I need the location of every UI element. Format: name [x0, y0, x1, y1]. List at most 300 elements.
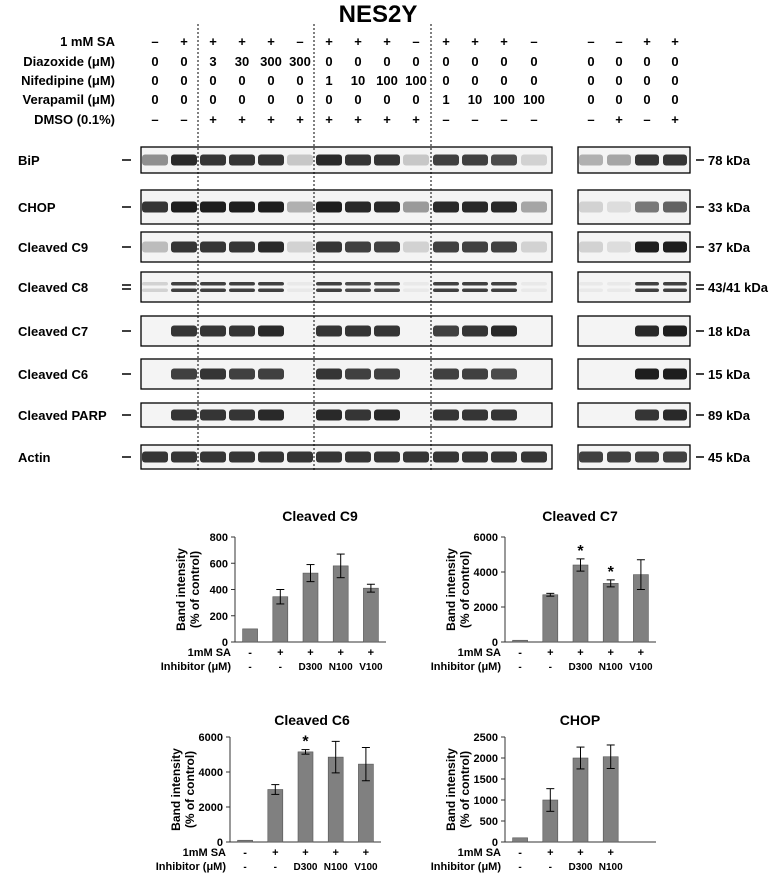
ylabel-line: Band intensity: [169, 748, 183, 831]
blot-marker: 33 kDa: [708, 200, 750, 215]
lane-value: 0: [587, 92, 595, 107]
lane-value: 0: [643, 92, 651, 107]
lane-value: 0: [643, 54, 651, 69]
inhibitor-value: V100: [354, 862, 378, 873]
blot-band: [345, 369, 371, 380]
inhibitor-value: -: [548, 662, 552, 673]
blot-band: [374, 282, 400, 286]
inhibitor-row-label: Inhibitor (μM): [430, 661, 501, 673]
blot-band: [663, 202, 687, 213]
ylabel-line: Band intensity: [444, 548, 458, 631]
y-tick-label: 4000: [198, 767, 223, 779]
blot-band: [491, 242, 517, 253]
bar: [603, 583, 618, 642]
blot-band: [142, 282, 168, 286]
lane-conditions: [151, 34, 679, 127]
y-tick-label: 1000: [473, 795, 498, 807]
lane-value: 0: [471, 73, 479, 88]
blot-band: [433, 282, 459, 286]
blot-band: [663, 410, 687, 421]
lane-value: 1: [325, 73, 333, 88]
inhibitor-value: -: [243, 862, 247, 873]
bar: [268, 790, 283, 843]
lane-value: 1: [442, 92, 450, 107]
lane-value: –: [471, 112, 479, 127]
y-tick-label: 600: [209, 558, 228, 571]
y-tick-label: 1500: [473, 774, 498, 786]
blot-band: [607, 282, 631, 286]
blot-side-panel: [578, 190, 690, 224]
blot-label: Cleaved C8: [18, 280, 89, 295]
lane-value: 0: [442, 54, 450, 69]
lane-value: 0: [383, 54, 391, 69]
blot-band: [521, 289, 547, 293]
western-blots: [18, 24, 769, 470]
blot-band: [316, 289, 342, 293]
blot-band: [521, 155, 547, 166]
blot-band: [635, 242, 659, 253]
inhibitor-value: V100: [629, 662, 653, 673]
lane-value: 0: [471, 54, 479, 69]
blot-band: [663, 242, 687, 253]
ylabel-line: (% of control): [188, 550, 202, 629]
lane-value: 0: [267, 92, 275, 107]
lane-value: +: [209, 112, 217, 127]
inhibitor-value: N100: [598, 662, 623, 673]
lane-value: +: [615, 112, 623, 127]
blot-band: [521, 452, 547, 463]
blot-marker: 18 kDa: [708, 324, 750, 339]
sa-value: -: [518, 847, 522, 859]
bar: [243, 629, 258, 642]
blot-band: [258, 289, 284, 293]
blot-frame: [578, 272, 690, 302]
blot-band: [316, 282, 342, 286]
sa-value: +: [307, 647, 314, 659]
lane-value: +: [500, 34, 508, 49]
blot-band: [316, 410, 342, 421]
blot-band: [579, 289, 603, 293]
blot-band: [171, 289, 197, 293]
blot-band: [229, 326, 255, 337]
blot-band: [462, 242, 488, 253]
blot-band: [287, 242, 313, 253]
lane-value: 10: [350, 73, 366, 88]
lane-value: 0: [238, 73, 246, 88]
figure-title: NES2Y: [338, 1, 418, 28]
lane-value: +: [267, 112, 275, 127]
blot-band: [491, 452, 517, 463]
blot-band: [171, 242, 197, 253]
blot-band: [403, 289, 429, 293]
lane-value: +: [671, 34, 679, 49]
blot-band: [374, 326, 400, 337]
blot-band: [521, 282, 547, 286]
blot-label: Actin: [18, 450, 51, 465]
blot-band: [433, 242, 459, 253]
lane-value: 0: [615, 73, 623, 88]
blot-band: [229, 242, 255, 253]
inhibitor-value: -: [518, 862, 522, 873]
blot-band: [635, 282, 659, 286]
lane-value: 0: [296, 92, 304, 107]
blot-band: [433, 326, 459, 337]
blot-side-panel: [578, 403, 690, 427]
blot-band: [491, 410, 517, 421]
blot-band: [433, 369, 459, 380]
blot-band: [316, 242, 342, 253]
inhibitor-value: -: [518, 662, 522, 673]
blot-marker: 43/41 kDa: [708, 280, 768, 295]
blot-main-panel: [141, 403, 552, 427]
lane-value: 0: [209, 92, 217, 107]
ylabel-line: Band intensity: [174, 548, 188, 631]
blot-band: [491, 282, 517, 286]
lane-value: 0: [671, 54, 679, 69]
lane-value: 0: [325, 92, 333, 107]
lane-value: +: [209, 34, 217, 49]
lane-value: +: [238, 112, 246, 127]
blot-side-panel: [578, 272, 690, 302]
condition-label: Diazoxide (μM): [23, 54, 115, 69]
blot-band: [345, 289, 371, 293]
bar: [303, 573, 318, 642]
blot-band: [142, 155, 168, 166]
ylabel-line: Band intensity: [444, 748, 458, 831]
inhibitor-value: D300: [293, 862, 318, 873]
blot-band: [663, 326, 687, 337]
blot-band: [462, 410, 488, 421]
sa-value: +: [337, 647, 344, 659]
lane-value: +: [325, 34, 333, 49]
blot-side-panel: [578, 445, 690, 469]
y-tick-label: 400: [209, 584, 228, 597]
blot-label: Cleaved C7: [18, 324, 89, 339]
blot-band: [200, 369, 226, 380]
blot-band: [258, 369, 284, 380]
blot-label: Cleaved C6: [18, 367, 89, 382]
lane-value: –: [530, 112, 538, 127]
blot-label: Cleaved C9: [18, 240, 89, 255]
lane-value: +: [267, 34, 275, 49]
blot-band: [374, 452, 400, 463]
lane-value: –: [615, 34, 623, 49]
lane-value: 0: [615, 54, 623, 69]
blot-band: [229, 289, 255, 293]
lane-value: –: [412, 34, 420, 49]
chart-ylabel: [444, 748, 472, 831]
lane-value: 100: [376, 73, 398, 88]
lane-value: +: [471, 34, 479, 49]
blot-band: [258, 242, 284, 253]
blot-band: [142, 202, 168, 213]
blot-band: [229, 155, 255, 166]
blot-band: [491, 369, 517, 380]
condition-label: Nifedipine (μM): [21, 73, 115, 88]
sa-value: +: [547, 847, 554, 859]
y-tick-label: 0: [221, 637, 228, 649]
lane-value: 0: [180, 73, 188, 88]
blot-band: [433, 155, 459, 166]
blot-main-panel: [141, 190, 552, 224]
blot-band: [491, 289, 517, 293]
inhibitor-row-label: Inhibitor (μM): [155, 861, 226, 873]
sa-value: +: [637, 647, 645, 659]
lane-value: 0: [151, 92, 159, 107]
blot-main-panel: [141, 316, 552, 346]
blot-band: [663, 282, 687, 286]
blot-band: [316, 452, 342, 463]
lane-value: +: [671, 112, 679, 127]
y-tick-label: 6000: [473, 532, 498, 544]
blot-side-panel: [578, 232, 690, 262]
lane-value: –: [180, 112, 188, 127]
y-tick-label: 200: [209, 610, 228, 623]
inhibitor-value: D300: [568, 662, 593, 673]
inhibitor-value: D300: [298, 662, 323, 673]
blot-frame: [141, 272, 552, 302]
blot-band: [374, 410, 400, 421]
blot-band: [229, 452, 255, 463]
sa-value: +: [302, 847, 309, 859]
blot-band: [521, 242, 547, 253]
sa-value: +: [272, 847, 279, 859]
lane-value: 0: [530, 54, 538, 69]
blot-band: [345, 326, 371, 337]
lane-value: +: [325, 112, 333, 127]
lane-value: 30: [234, 54, 250, 69]
lane-value: 0: [587, 73, 595, 88]
bar: [573, 565, 588, 642]
blot-band: [607, 202, 631, 213]
lane-value: +: [442, 34, 450, 49]
blot-marker: 37 kDa: [708, 240, 750, 255]
blot-band: [142, 289, 168, 293]
bar-chart: [431, 712, 656, 873]
inhibitor-row-label: Inhibitor (μM): [430, 861, 501, 873]
y-tick-label: 0: [491, 637, 498, 649]
blot-band: [287, 452, 313, 463]
lane-value: 10: [467, 92, 483, 107]
inhibitor-value: -: [273, 862, 277, 873]
chart-title: Cleaved C7: [542, 508, 618, 524]
blot-band: [663, 155, 687, 166]
lane-value: –: [442, 112, 450, 127]
blot-main-panel: [141, 445, 552, 469]
blot-band: [607, 242, 631, 253]
y-tick-label: 2000: [473, 602, 498, 614]
blot-band: [200, 202, 226, 213]
blot-band: [200, 410, 226, 421]
sa-value: -: [243, 847, 247, 859]
lane-value: –: [151, 112, 159, 127]
blot-band: [200, 452, 226, 463]
bar: [298, 752, 313, 842]
lane-value: –: [151, 34, 159, 49]
bar-chart: [161, 508, 386, 673]
lane-value: 0: [383, 92, 391, 107]
lane-value: +: [354, 34, 362, 49]
lane-value: –: [587, 34, 595, 49]
inhibitor-value: V100: [359, 662, 383, 673]
lane-value: 0: [325, 54, 333, 69]
blot-band: [200, 242, 226, 253]
lane-value: 0: [500, 54, 508, 69]
blot-band: [200, 289, 226, 293]
lane-value: +: [180, 34, 188, 49]
blot-band: [287, 202, 313, 213]
bar: [238, 840, 253, 842]
blot-band: [287, 155, 313, 166]
blot-band: [316, 202, 342, 213]
lane-value: 0: [238, 92, 246, 107]
blot-band: [663, 369, 687, 380]
blot-band: [579, 202, 603, 213]
condition-label: Verapamil (μM): [22, 92, 115, 107]
lane-value: +: [383, 34, 391, 49]
lane-value: 0: [587, 54, 595, 69]
y-tick-label: 6000: [198, 732, 223, 744]
lane-value: 0: [671, 73, 679, 88]
chart-title: Cleaved C9: [282, 508, 358, 524]
chart-ylabel: [174, 548, 202, 631]
lane-value: 0: [180, 54, 188, 69]
blot-band: [462, 202, 488, 213]
blot-band: [171, 369, 197, 380]
blot-band: [171, 202, 197, 213]
blot-band: [462, 326, 488, 337]
blot-band: [403, 452, 429, 463]
blot-band: [171, 410, 197, 421]
chart-ylabel: [169, 748, 197, 831]
lane-value: –: [643, 112, 651, 127]
lane-value: 100: [523, 92, 545, 107]
blot-band: [142, 452, 168, 463]
blot-band: [171, 155, 197, 166]
sa-row-label: 1mM SA: [457, 847, 501, 859]
blot-band: [663, 452, 687, 463]
blot-band: [374, 155, 400, 166]
blot-band: [229, 410, 255, 421]
sa-row-label: 1mM SA: [182, 847, 226, 859]
blot-band: [345, 282, 371, 286]
blot-marker: 78 kDa: [708, 153, 750, 168]
lane-value: 0: [267, 73, 275, 88]
blot-band: [229, 282, 255, 286]
blot-band: [374, 242, 400, 253]
lane-value: 0: [615, 92, 623, 107]
sa-value: +: [577, 847, 584, 859]
blot-band: [287, 289, 313, 293]
ylabel-line: (% of control): [458, 550, 472, 629]
blot-band: [635, 369, 659, 380]
bar: [513, 640, 528, 642]
bar-charts: [156, 508, 656, 873]
sa-value: +: [332, 847, 339, 859]
blot-band: [345, 452, 371, 463]
blot-band: [607, 452, 631, 463]
lane-value: +: [354, 112, 362, 127]
lane-value: 0: [412, 92, 420, 107]
blot-band: [258, 452, 284, 463]
blot-band: [433, 202, 459, 213]
lane-value: 100: [405, 73, 427, 88]
lane-value: 0: [530, 73, 538, 88]
blot-band: [142, 242, 168, 253]
bar: [363, 588, 378, 642]
lane-value: 0: [442, 73, 450, 88]
blot-band: [200, 155, 226, 166]
lane-value: 0: [209, 73, 217, 88]
blot-band: [229, 202, 255, 213]
blot-band: [579, 155, 603, 166]
sa-value: +: [547, 647, 554, 659]
blot-band: [462, 155, 488, 166]
blot-band: [403, 282, 429, 286]
blot-band: [171, 282, 197, 286]
blot-band: [462, 282, 488, 286]
inhibitor-value: -: [278, 662, 282, 673]
blot-band: [316, 326, 342, 337]
blot-label: BiP: [18, 153, 40, 168]
lane-value: +: [296, 112, 304, 127]
blot-main-panel: [141, 147, 552, 173]
blot-band: [663, 289, 687, 293]
blot-band: [258, 202, 284, 213]
lane-value: +: [643, 34, 651, 49]
blot-band: [579, 242, 603, 253]
blot-band: [229, 369, 255, 380]
blot-band: [258, 326, 284, 337]
blot-band: [635, 410, 659, 421]
sa-value: +: [577, 647, 584, 659]
blot-band: [635, 155, 659, 166]
bar-chart: [156, 712, 381, 873]
lane-value: 300: [289, 54, 311, 69]
lane-value: 0: [180, 92, 188, 107]
chart-title: CHOP: [559, 712, 601, 728]
inhibitor-value: N100: [328, 662, 353, 673]
y-tick-label: 4000: [473, 567, 498, 579]
inhibitor-value: D300: [568, 862, 593, 873]
y-tick-label: 2000: [198, 802, 223, 814]
lane-value: 0: [296, 73, 304, 88]
blot-label: CHOP: [18, 200, 56, 215]
blot-band: [258, 155, 284, 166]
lane-value: +: [412, 112, 420, 127]
y-tick-label: 0: [216, 837, 223, 849]
blot-band: [345, 155, 371, 166]
y-tick-label: 2500: [473, 732, 498, 744]
blot-band: [635, 202, 659, 213]
lane-value: –: [530, 34, 538, 49]
blot-band: [635, 326, 659, 337]
blot-band: [171, 326, 197, 337]
blot-band: [491, 155, 517, 166]
blot-band: [433, 289, 459, 293]
significance-marker: *: [302, 733, 309, 751]
bar: [513, 838, 528, 842]
bar: [603, 757, 618, 842]
y-tick-label: 500: [479, 816, 498, 828]
blot-main-panel: [141, 232, 552, 262]
blot-band: [403, 202, 429, 213]
blot-marker: 15 kDa: [708, 367, 750, 382]
sa-row-label: 1mM SA: [457, 647, 501, 659]
blot-band: [345, 242, 371, 253]
blot-band: [374, 289, 400, 293]
blot-band: [316, 369, 342, 380]
